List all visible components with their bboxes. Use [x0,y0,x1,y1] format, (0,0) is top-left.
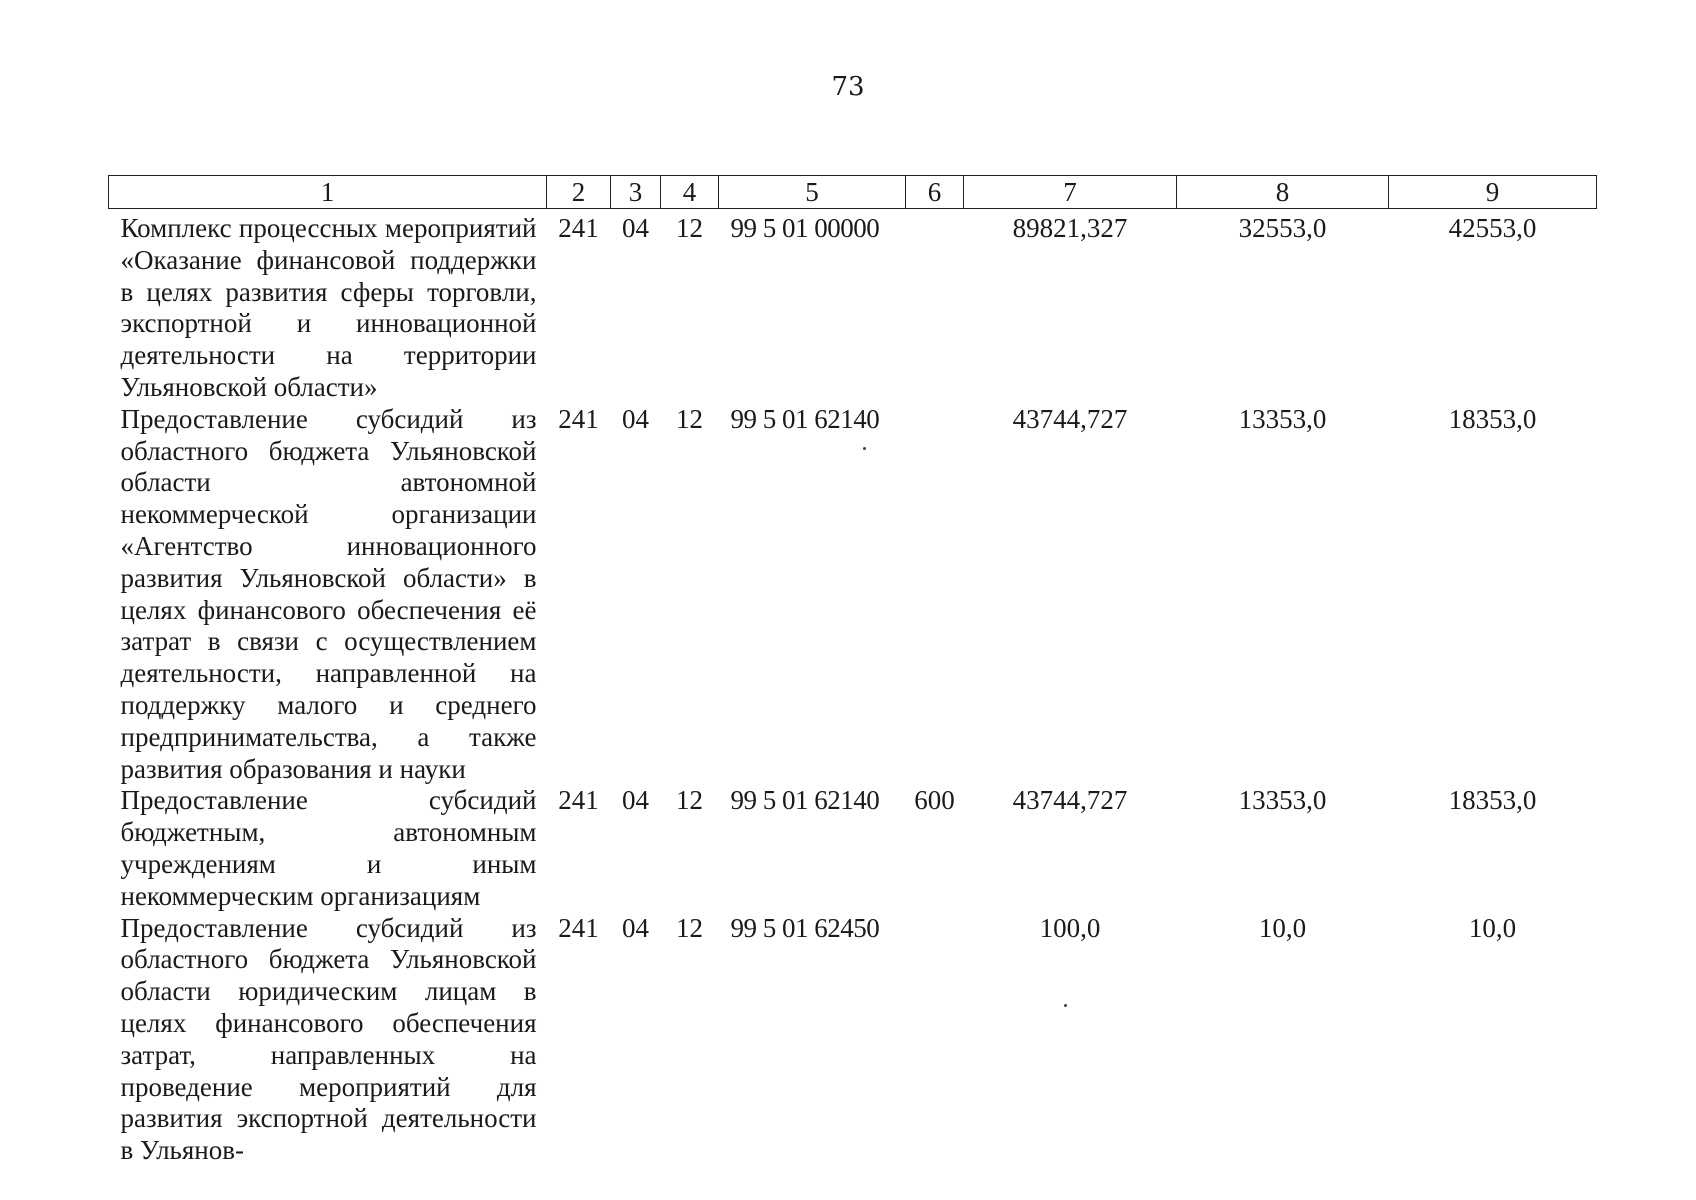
row-name: Предоставление субсидий из областного бюджета Ульяновской области автономной некоммерческой организации «Агентство инновационного развития Ульяновской области» в целях финансового обеспечения её затрат в связи с осуществлением деятельности, направленной на поддержку малого и среднего предпринимательства, а также развития образования и науки [120,403,537,784]
scan-speck [1064,1004,1067,1007]
cell-amount-col7: 100,0 [1039,912,1101,943]
row-name: Предоставление субсидий бюджетным, автономным учреждениям и иным некоммерческим организациям [120,785,537,911]
table-row [109,404,1597,786]
cell-subsection: 12 [676,912,703,943]
cell-expense-type [906,913,964,1167]
row-name: Комплекс процессных мероприятий «Оказание финансовой поддержки в целях развития сферы торговли, экспортной и инновационной деятельности на территории Ульяновской области» [120,213,537,402]
column-header: 8 [1177,176,1389,209]
cell-amount-col8: 10,0 [1258,912,1307,943]
column-header: 4 [661,176,719,209]
cell-amount-col8: 13353,0 [1238,785,1327,816]
cell-amount-col8: 13353,0 [1238,403,1327,434]
table-row [109,913,1597,1167]
cell-ministry-code: 241 [558,213,599,243]
cell-target-article: 99 5 01 62140 [730,785,880,816]
table-row [109,209,1597,404]
cell-section: 04 [622,403,649,434]
column-header: 6 [906,176,964,209]
cell-subsection: 12 [676,785,703,816]
cell-target-article: 99 5 01 62450 [730,912,880,943]
cell-ministry-code: 241 [558,403,599,434]
cell-section: 04 [622,912,649,943]
cell-expense-type: 600 [914,785,955,816]
column-header: 5 [719,176,906,209]
table-header-row [109,176,1597,209]
cell-amount-col7: 89821,327 [1012,213,1128,243]
column-header: 2 [547,176,611,209]
table-row [109,785,1597,912]
cell-amount-col9: 42553,0 [1448,213,1537,243]
cell-subsection: 12 [676,213,703,243]
scan-speck [863,447,866,450]
page-number: 73 [831,72,865,102]
column-header: 3 [611,176,661,209]
cell-amount-col9: 18353,0 [1448,403,1537,434]
cell-ministry-code: 241 [558,912,599,943]
cell-amount-col7: 43744,727 [1012,785,1128,816]
cell-amount-col9: 10,0 [1468,912,1517,943]
cell-section: 04 [622,213,649,243]
cell-subsection: 12 [676,403,703,434]
column-header: 7 [964,176,1177,209]
cell-amount-col8: 32553,0 [1238,213,1327,243]
cell-target-article: 99 5 01 00000 [730,213,880,243]
cell-ministry-code: 241 [558,785,599,816]
cell-target-article: 99 5 01 62140 [730,403,880,434]
cell-amount-col9: 18353,0 [1448,785,1537,816]
cell-amount-col7: 43744,727 [1012,403,1128,434]
column-header: 1 [109,176,547,209]
row-name: Предоставление субсидий из областного бюджета Ульяновской области юридическим лицам в целях финансового обеспечения затрат, направленных на проведение мероприятий для развития экспортной деятельности в Ульянов- [120,912,537,1166]
column-header: 9 [1389,176,1597,209]
cell-expense-type [906,404,964,786]
budget-table [108,175,1597,1167]
cell-section: 04 [622,785,649,816]
cell-expense-type [906,209,964,404]
